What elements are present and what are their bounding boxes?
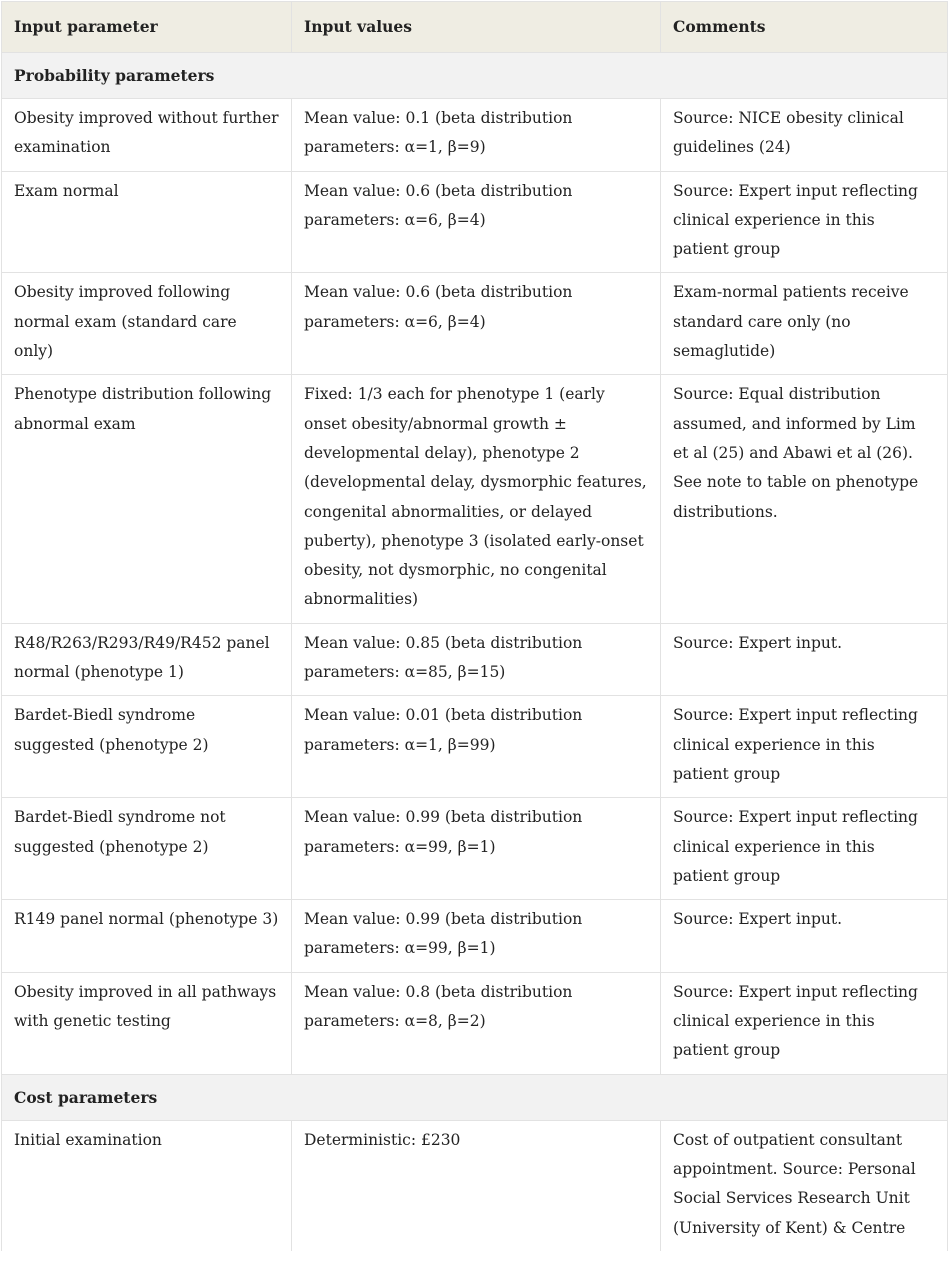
value-cell: Mean value: 0.99 (beta distribution parameters: α=99, β=1): [292, 900, 661, 973]
value-cell: Mean value: 0.6 (beta distribution parameters: α=6, β=4): [292, 273, 661, 375]
table-header: [2, 2, 948, 53]
parameter-cell: Phenotype distribution following abnormal exam: [2, 375, 292, 623]
comment-cell: Cost of outpatient consultant appointment. Source: Personal Social Services Research Unit (University of Kent) & Centre: [661, 1120, 948, 1251]
column-header-comments: Comments: [661, 2, 948, 53]
value-cell: Mean value: 0.85 (beta distribution parameters: α=85, β=15): [292, 623, 661, 696]
table-row: [2, 1120, 948, 1251]
comment-cell: Source: Expert input.: [661, 900, 948, 973]
value-cell: Mean value: 0.6 (beta distribution parameters: α=6, β=4): [292, 171, 661, 273]
comment-cell: Source: NICE obesity clinical guidelines (24): [661, 99, 948, 172]
table-row: [2, 696, 948, 798]
value-cell: Mean value: 0.8 (beta distribution parameters: α=8, β=2): [292, 972, 661, 1074]
input-parameters-table: [1, 1, 948, 1251]
table-row: [2, 273, 948, 375]
column-header-input-parameter: Input parameter: [2, 2, 292, 53]
parameter-cell: R149 panel normal (phenotype 3): [2, 900, 292, 973]
section-title: Probability parameters: [2, 53, 948, 99]
value-cell: Mean value: 0.01 (beta distribution parameters: α=1, β=99): [292, 696, 661, 798]
value-cell: Mean value: 0.99 (beta distribution parameters: α=99, β=1): [292, 798, 661, 900]
value-cell: Fixed: 1/3 each for phenotype 1 (early onset obesity/abnormal growth ± developmental delay), phenotype 2 (developmental delay, dysmorphic features, congenital abnormalities, or delayed puberty), phenotype 3 (isolated early-onset obesity, not dysmorphic, no congenital abnormalities): [292, 375, 661, 623]
parameter-cell: R48/R263/R293/R49/R452 panel normal (phenotype 1): [2, 623, 292, 696]
column-header-input-values: Input values: [292, 2, 661, 53]
parameter-cell: Bardet-Biedl syndrome not suggested (phenotype 2): [2, 798, 292, 900]
parameter-cell: Obesity improved in all pathways with genetic testing: [2, 972, 292, 1074]
comment-cell: Source: Expert input.: [661, 623, 948, 696]
table-row: [2, 798, 948, 900]
parameter-cell: Bardet-Biedl syndrome suggested (phenotype 2): [2, 696, 292, 798]
section-row-cost: [2, 1074, 948, 1120]
value-cell: Deterministic: £230: [292, 1120, 661, 1251]
table-row: [2, 171, 948, 273]
comment-cell: Source: Expert input reflecting clinical experience in this patient group: [661, 972, 948, 1074]
parameter-cell: Obesity improved without further examination: [2, 99, 292, 172]
parameter-cell: Obesity improved following normal exam (standard care only): [2, 273, 292, 375]
comment-cell: Exam-normal patients receive standard care only (no semaglutide): [661, 273, 948, 375]
header-row: [2, 2, 948, 53]
section-title: Cost parameters: [2, 1074, 948, 1120]
comment-cell: Source: Expert input reflecting clinical experience in this patient group: [661, 171, 948, 273]
table-row: [2, 623, 948, 696]
section-row-probability: [2, 53, 948, 99]
table-row: [2, 972, 948, 1074]
parameter-cell: Initial examination: [2, 1120, 292, 1251]
table-row: [2, 99, 948, 172]
parameter-cell: Exam normal: [2, 171, 292, 273]
comment-cell: Source: Expert input reflecting clinical experience in this patient group: [661, 798, 948, 900]
table-body: [2, 53, 948, 1251]
comment-cell: Source: Expert input reflecting clinical experience in this patient group: [661, 696, 948, 798]
value-cell: Mean value: 0.1 (beta distribution parameters: α=1, β=9): [292, 99, 661, 172]
table-row: [2, 900, 948, 973]
comment-cell: Source: Equal distribution assumed, and informed by Lim et al (25) and Abawi et al (26). See note to table on phenotype distributions.: [661, 375, 948, 623]
table-row: [2, 375, 948, 623]
parameters-table-container: [1, 1, 947, 1251]
